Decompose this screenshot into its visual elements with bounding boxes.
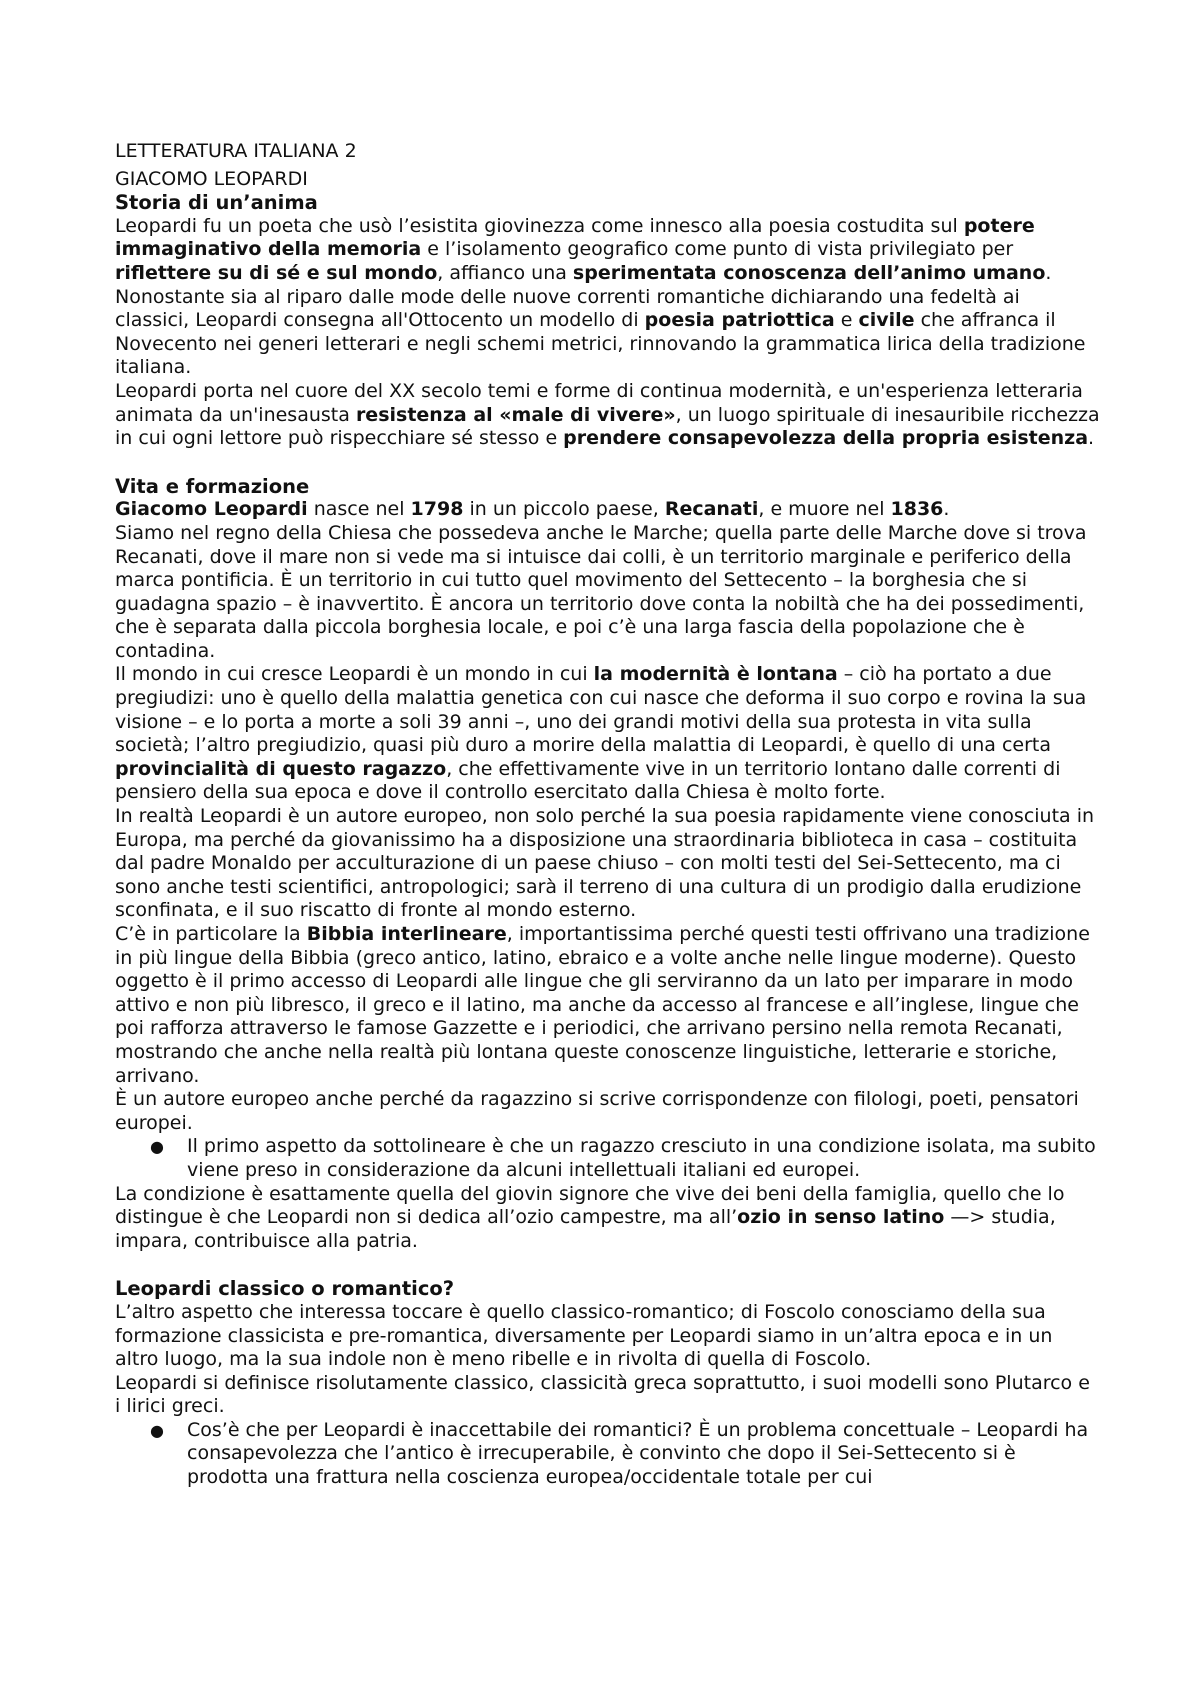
document-body: [115, 191, 1100, 1489]
text-run: , che effettivamente vive in un territorio lontano dalle correnti di pensiero della sua epoca e dove il controllo esercitato dalla Chiesa è molto forte.: [115, 757, 1061, 804]
text-run: nasce nel: [307, 498, 411, 521]
text-run: .: [1045, 261, 1052, 284]
paragraph: [115, 805, 1100, 923]
text-run: che affranca il Novecento nei generi letterari e negli schemi metrici, rinnovando la grammatica lirica della tradizione italiana.: [115, 309, 1086, 379]
bold-text: potere immaginativo della memoria: [115, 214, 1035, 261]
text-run: Leopardi fu un poeta che usò l’esistita giovinezza come innesco alla poesia costudita sul: [115, 214, 964, 237]
text-run: In realtà Leopardi è un autore europeo, non solo perché la sua poesia rapidamente viene conosciuta in Europa, ma perché da giovanissimo ha a disposizione una straordinaria biblioteca in casa – costituita dal padre Monaldo per acculturazione di un paese chiuso – con molti testi del Sei-Settecento, ma ci sono anche testi scientifici, antropologici; sarà il terreno di una cultura di un prodigio dalla erudizione sconfinata, e il suo riscatto di fronte al mondo esterno.: [115, 805, 1095, 922]
text-run: , importantissima perché questi testi offrivano una tradizione in più lingue della Bibbia (greco antico, latino, ebraico e a volte anche nelle lingue moderne). Questo oggetto è il primo accesso di Leopardi alle lingue che gli serviranno da un lato per imparare in modo attivo e non più libresco, il greco e il latino, ma anche da accesso al francese e all’inglese, lingue che poi rafforza attraverso le famose Gazzette e i periodici, che arrivano persino nella remota Recanati, mostrando che anche nella realtà più lontana queste conoscenze linguistiche, letterarie e storiche, arrivano.: [115, 923, 1090, 1087]
text-run: Cos’è che per Leopardi è inaccettabile dei romantici? È un problema concettuale – Leopardi ha consapevolezza che l’antico è irrecuperabile, è convinto che dopo il Sei-Settecento si è prodotta una frattura nella coscienza europea/occidentale totale per cui: [187, 1418, 1089, 1489]
bold-text: 1836: [890, 498, 944, 521]
text-run: Nonostante sia al riparo dalle mode delle nuove correnti romantiche dichiarando una fedeltà ai classici, Leopardi consegna all'Ottocento un modello di: [115, 285, 1020, 332]
bold-text: la modernità è lontana: [593, 663, 838, 686]
bullet-item: [150, 1135, 1100, 1182]
bold-text: ozio in senso latino: [737, 1206, 945, 1229]
paragraph: [115, 1183, 1100, 1254]
bold-text: poesia patriottica: [644, 309, 835, 332]
bullet-list: [115, 1419, 1100, 1490]
paragraph: [115, 522, 1100, 664]
paragraph: [115, 215, 1100, 286]
bullet-item: [150, 1418, 1100, 1490]
text-run: in un piccolo paese,: [463, 498, 665, 521]
text-run: – ciò ha portato a due pregiudizi: uno è quello della malattia genetica con cui nasce che deforma il suo corpo e rovina la sua visione – e lo porta a morte a soli 39 anni –, uno dei grandi motivi della sua protesta in vita sulla società; l’altro pregiudizio, quasi più duro a morire della malattia di Leopardi, è quello di una certa: [115, 663, 1087, 757]
text-run: C’è in particolare la: [115, 923, 307, 945]
section-spacer: [115, 451, 1100, 475]
text-run: —> studia, impara, contribuisce alla patria.: [115, 1206, 1056, 1252]
bold-text: 1798: [410, 498, 464, 521]
section-heading: Storia di un’anima: [115, 191, 318, 215]
text-run: , e muore nel: [758, 498, 891, 521]
text-run: e: [834, 309, 859, 332]
text-run: e l’isolamento geografico come punto di vista privilegiato per: [421, 238, 1014, 261]
bold-text: riflettere su di sé e sul mondo: [115, 261, 438, 284]
bold-text: civile: [858, 309, 915, 332]
text-run: Siamo nel regno della Chiesa che possedeva anche le Marche; quella parte delle Marche dove si trova Recanati, dove il mare non si vede ma si intuisce dai colli, è un territorio marginale e periferico della marca pontificia. È un territorio in cui tutto quel movimento del Settecento – la borghesia che si guadagna spazio – è inavvertito. È ancora un territorio dove conta la nobiltà che ha dei possedimenti, che è separata dalla piccola borghesia locale, e poi c’è una larga fascia della popolazione che è contadina.: [115, 521, 1087, 662]
paragraph: [115, 1301, 1100, 1372]
course-title: LETTERATURA ITALIANA 2: [115, 140, 357, 162]
bold-text: prendere consapevolezza della propria esistenza: [563, 427, 1089, 450]
text-run: .: [1088, 427, 1095, 450]
paragraph: [115, 498, 1100, 522]
text-run: Leopardi si definisce risolutamente classico, classicità greca soprattutto, i suoi modelli sono Plutarco e i lirici greci.: [115, 1371, 1090, 1418]
paragraph: [115, 286, 1100, 380]
bullet-icon: ●: [150, 1420, 164, 1440]
section-heading: Leopardi classico o romantico?: [115, 1277, 455, 1301]
text-run: .: [943, 498, 950, 521]
section-heading: Vita e formazione: [115, 474, 310, 498]
bold-text: Recanati: [664, 498, 759, 521]
paragraph: [115, 1372, 1100, 1419]
text-run: L’altro aspetto che interessa toccare è quello classico-romantico; di Foscolo conosciamo della sua formazione classicista e pre-romantica, diversamente per Leopardi siamo in un’altra epoca e in un altro luogo, ma la sua indole non è meno ribelle e in rivolta di quella di Foscolo.: [115, 1300, 1053, 1371]
paragraph: [115, 1088, 1100, 1135]
bullet-list: [115, 1135, 1100, 1182]
bold-text: Bibbia interlineare: [306, 923, 507, 945]
bold-text: sperimentata conoscenza dell’animo umano: [572, 261, 1046, 284]
text-run: La condizione è esattamente quella del giovin signore che vive dei beni della famiglia, quello che lo distingue è che Leopardi non si dedica all’ozio campestre, ma all’: [115, 1182, 1065, 1229]
bullet-icon: ●: [150, 1137, 164, 1157]
text-run: , un luogo spirituale di inesauribile ricchezza in cui ogni lettore può rispecchiare sé stesso e: [115, 403, 1100, 450]
bold-text: Giacomo Leopardi: [115, 498, 308, 521]
text-run: Leopardi porta nel cuore del XX secolo temi e forme di continua modernità, e un'esperienza letteraria animata da un'inesausta: [115, 379, 1083, 426]
paragraph: [115, 663, 1100, 805]
text-run: È un autore europeo anche perché da ragazzino si scrive corrispondenze con filologi, poeti, pensatori europei.: [115, 1088, 1079, 1134]
text-run: Il mondo in cui cresce Leopardi è un mondo in cui: [115, 663, 594, 686]
paragraph: [115, 380, 1100, 451]
paragraph: [115, 923, 1100, 1088]
author-heading: GIACOMO LEOPARDI: [115, 167, 308, 190]
text-run: , affianco una: [437, 261, 573, 284]
bold-text: provincialità di questo ragazzo: [115, 757, 447, 780]
text-run: Il primo aspetto da sottolineare è che un ragazzo cresciuto in una condizione isolata, ma subito viene preso in considerazione da alcuni intellettuali italiani ed europei.: [187, 1135, 1096, 1181]
bold-text: resistenza al «male di vivere»: [355, 403, 676, 426]
section-spacer: [115, 1253, 1100, 1277]
